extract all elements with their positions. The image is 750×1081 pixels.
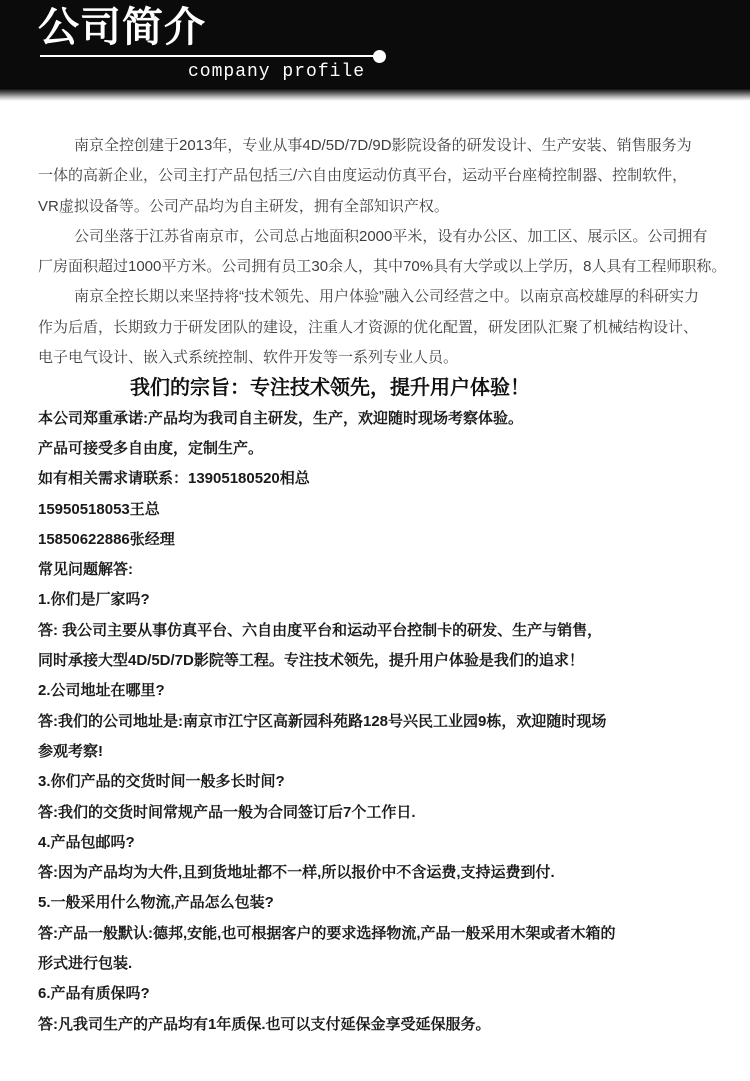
faq-heading: 常见问题解答: [38, 561, 133, 579]
location-line: 公司坐落于江苏省南京市，公司总占地面积2000平米，设有办公区、加工区、展示区。公司拥有 [74, 227, 708, 245]
location-line: 厂房面积超过1000平方米。公司拥有员工30余人，其中70%具有大学或以上学历，8人具有工程师职称。 [38, 258, 727, 276]
contact-line: 如有相关需求请联系：13905180520相总 [38, 470, 310, 488]
header-shadow [0, 88, 750, 101]
faq-answer: 答:因为产品均为大件,且到货地址都不一样,所以报价中不含运费,支持运费到付. [38, 864, 555, 882]
faq-answer: 形式进行包装. [38, 955, 133, 973]
page-header [0, 0, 750, 88]
slogan-line: 我们的宗旨：专注技术领先，提升用户体验！ [130, 377, 530, 400]
faq-answer: 参观考察! [38, 742, 103, 760]
faq-answer: 同时承接大型4D/5D/7D影院等工程。专注技术领先，提升用户体验是我们的追求！ [38, 652, 584, 670]
faq-answer: 答:我们的交货时间常规产品一般为合同签订后7个工作日. [38, 803, 416, 821]
faq-question: 1.你们是厂家吗? [38, 591, 150, 609]
intro-line: 南京全控创建于2013年，专业从事4D/5D/7D/9D影院设备的研发设计、生产安装、销售服务为 [74, 137, 692, 154]
contact-line: 15850622886张经理 [38, 530, 175, 548]
faq-answer: 答:产品一般默认:德邦,安能,也可根据客户的要求选择物流,产品一般采用木架或者木箱的 [38, 924, 616, 942]
faq-question: 2.公司地址在哪里? [38, 682, 165, 700]
promise-line: 本公司郑重承诺:产品均为我司自主研发，生产，欢迎随时现场考察体验。 [38, 409, 523, 427]
team-line: 作为后盾，长期致力于研发团队的建设，注重人才资源的优化配置，研发团队汇聚了机械结构设计、 [38, 318, 699, 336]
divider-dot [373, 50, 386, 63]
promise-line: 产品可接受多自由度，定制生产。 [38, 439, 264, 457]
profile-content [0, 101, 750, 1040]
faq-question: 3.你们产品的交货时间一般多长时间? [38, 773, 285, 791]
page-title: 公司简介 [38, 4, 206, 50]
faq-answer: 答: 我公司主要从事仿真平台、六自由度平台和运动平台控制卡的研发、生产与销售， [38, 621, 603, 639]
faq-question: 6.产品有质保吗? [38, 985, 150, 1003]
divider-line [40, 55, 374, 57]
page-subtitle: company profile [188, 62, 366, 82]
faq-question: 4.产品包邮吗? [38, 833, 135, 851]
intro-line: 一体的高新企业，公司主打产品包括三/六自由度运动仿真平台，运动平台座椅控制器、控制软件， [38, 167, 688, 185]
faq-answer: 答:凡我司生产的产品均有1年质保.也可以支付延保金享受延保服务。 [38, 1015, 491, 1033]
contact-line: 15950518053王总 [38, 500, 160, 518]
team-line: 电子电气设计、嵌入式系统控制、软件开发等一系列专业人员。 [38, 349, 459, 367]
faq-question: 5.一般采用什么物流,产品怎么包装? [38, 894, 274, 912]
faq-answer: 答:我们的公司地址是:南京市江宁区高新园科苑路128号兴民工业园9栋，欢迎随时现场 [38, 712, 607, 730]
intro-line: VR虚拟设备等。公司产品均为自主研发，拥有全部知识产权。 [38, 197, 449, 215]
team-line: 南京全控长期以来坚持将“技术领先、用户体验”融入公司经营之中。以南京高校雄厚的科研实力 [74, 288, 699, 306]
